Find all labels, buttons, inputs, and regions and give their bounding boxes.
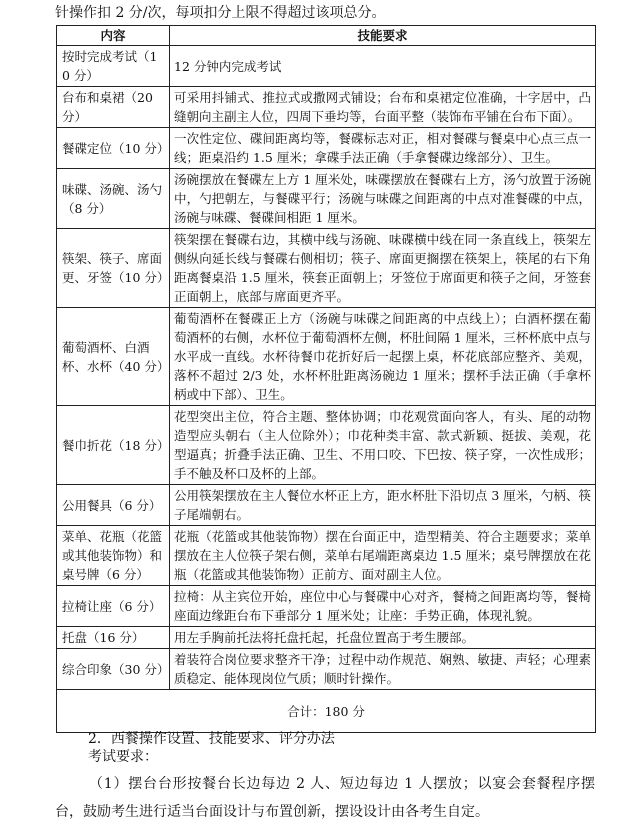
row-requirement: 12 分钟内完成考试 xyxy=(170,46,596,87)
row-item: 台布和桌裙（20 分） xyxy=(57,87,170,128)
table-total-row xyxy=(57,690,596,733)
row-requirement: 拉椅：从主宾位开始，座位中心与餐碟中心对齐，餐椅之间距离均等，餐椅座面边缘距台布下垂部分 1 厘米处；让座：手势正确，体现礼貌。 xyxy=(170,586,596,627)
row-item: 味碟、汤碗、汤勺（8 分） xyxy=(57,169,170,229)
table-header-row xyxy=(57,26,596,46)
row-item: 餐碟定位（10 分） xyxy=(57,128,170,169)
table-row xyxy=(57,46,596,87)
table-row xyxy=(57,128,596,169)
row-item: 筷架、筷子、席面更、牙签（10 分） xyxy=(57,229,170,308)
row-item: 公用餐具（6 分） xyxy=(57,485,170,526)
table-row xyxy=(57,229,596,308)
row-item: 托盘（16 分） xyxy=(57,627,170,649)
row-item: 按时完成考试（10 分） xyxy=(57,46,170,87)
row-requirement: 花型突出主位，符合主题、整体协调；巾花观赏面向客人，有头、尾的动物造型应头朝右（主人位除外）；巾花种类丰富、款式新颖、挺拔、美观，花型逼真；折叠手法正确、卫生、不用口咬、下巴按、筷子穿，一次性成形；手不触及杯口及杯的上部。 xyxy=(170,406,596,485)
row-item: 餐巾折花（18 分） xyxy=(57,406,170,485)
skills-table xyxy=(56,25,596,733)
table-row xyxy=(57,308,596,406)
row-requirement: 花瓶（花篮或其他装饰物）摆在台面正中，造型精美、符合主题要求；菜单摆放在主人位筷子架右侧，菜单右尾端距离桌边 1.5 厘米；桌号牌摆放在花瓶（花篮或其他装饰物）正前方、面对副主人位。 xyxy=(170,526,596,586)
table-row xyxy=(57,169,596,229)
row-item: 拉椅让座（6 分） xyxy=(57,586,170,627)
table-total: 合计：180 分 xyxy=(57,690,596,733)
intro-line: 针操作扣 2 分/次，每项扣分上限不得超过该项总分。 xyxy=(55,5,386,21)
table-row xyxy=(57,87,596,128)
header-content: 内容 xyxy=(57,26,170,46)
requirements-paragraph: （1）摆台台形按餐台长边每边 2 人、短边每边 1 人摆放；以宴会套餐程序摆台，鼓励考生进行适当台面设计与布置创新，摆设设计由各考生自定。 xyxy=(55,776,595,820)
header-skill-requirement: 技能要求 xyxy=(170,26,596,46)
table-row xyxy=(57,586,596,627)
row-requirement: 可采用抖铺式、推拉式或撒网式铺设；台布和桌裙定位准确，十字居中，凸缝朝向主副主人位，四周下垂均等，台面平整（装饰布平铺在台布下面）。 xyxy=(170,87,596,128)
table-row xyxy=(57,627,596,649)
row-item: 菜单、花瓶（花篮或其他装饰物）和桌号牌（6 分） xyxy=(57,526,170,586)
row-requirement: 汤碗摆放在餐碟左上方 1 厘米处，味碟摆放在餐碟右上方，汤勺放置于汤碗中，勺把朝左，与餐碟平行；汤碗与味碟之间距离的中点对准餐碟的中点，汤碗与味碟、餐碟间相距 1 厘米。 xyxy=(170,169,596,229)
row-requirement: 公用筷架摆放在主人餐位水杯正上方，距水杯肚下沿切点 3 厘米，勺柄、筷子尾端朝右。 xyxy=(170,485,596,526)
table-row xyxy=(57,526,596,586)
row-item: 综合印象（30 分） xyxy=(57,649,170,690)
row-requirement: 用左手胸前托法将托盘托起，托盘位置高于考生腰部。 xyxy=(170,627,596,649)
row-item: 葡萄酒杯、白酒杯、水杯（40 分） xyxy=(57,308,170,406)
row-requirement: 葡萄酒杯在餐碟正上方（汤碗与味碟之间距离的中点线上）；白酒杯摆在葡萄酒杯的右侧，水杯位于葡萄酒杯左侧，杯肚间隔 1 厘米，三杯杯底中点与水平成一直线。水杯待餐巾花折好后一起摆上桌，杯花底部应整齐、美观，落杯不超过 2/3 处，水杯杯肚距离汤碗边 1 厘米；摆杯手法正确（手拿杯柄或中下部）、卫生。 xyxy=(170,308,596,406)
table-row xyxy=(57,485,596,526)
row-requirement: 筷架摆在餐碟右边，其横中线与汤碗、味碟横中线在同一条直线上，筷架左侧纵向延长线与餐碟右侧相切；筷子、席面更搁摆在筷架上，筷尾的右下角距离餐桌沿 1.5 厘米，筷套正面朝上；牙签位于席面更和筷子之间，牙签套正面朝上，底部与席面更齐平。 xyxy=(170,229,596,308)
row-requirement: 着装符合岗位要求整齐干净；过程中动作规范、娴熟、敏捷、声轻；心理素质稳定、能体现岗位气质；顺时针操作。 xyxy=(170,649,596,690)
table-row xyxy=(57,406,596,485)
row-requirement: 一次性定位、碟间距离均等，餐碟标志对正，相对餐碟与餐桌中心点三点一线；距桌沿约 1.5 厘米；拿碟手法正确（手拿餐碟边缘部分）、卫生。 xyxy=(170,128,596,169)
table-row xyxy=(57,649,596,690)
requirements-label: 考试要求： xyxy=(88,749,158,765)
section-heading: 2．西餐操作设置、技能要求、评分办法 xyxy=(88,731,335,747)
